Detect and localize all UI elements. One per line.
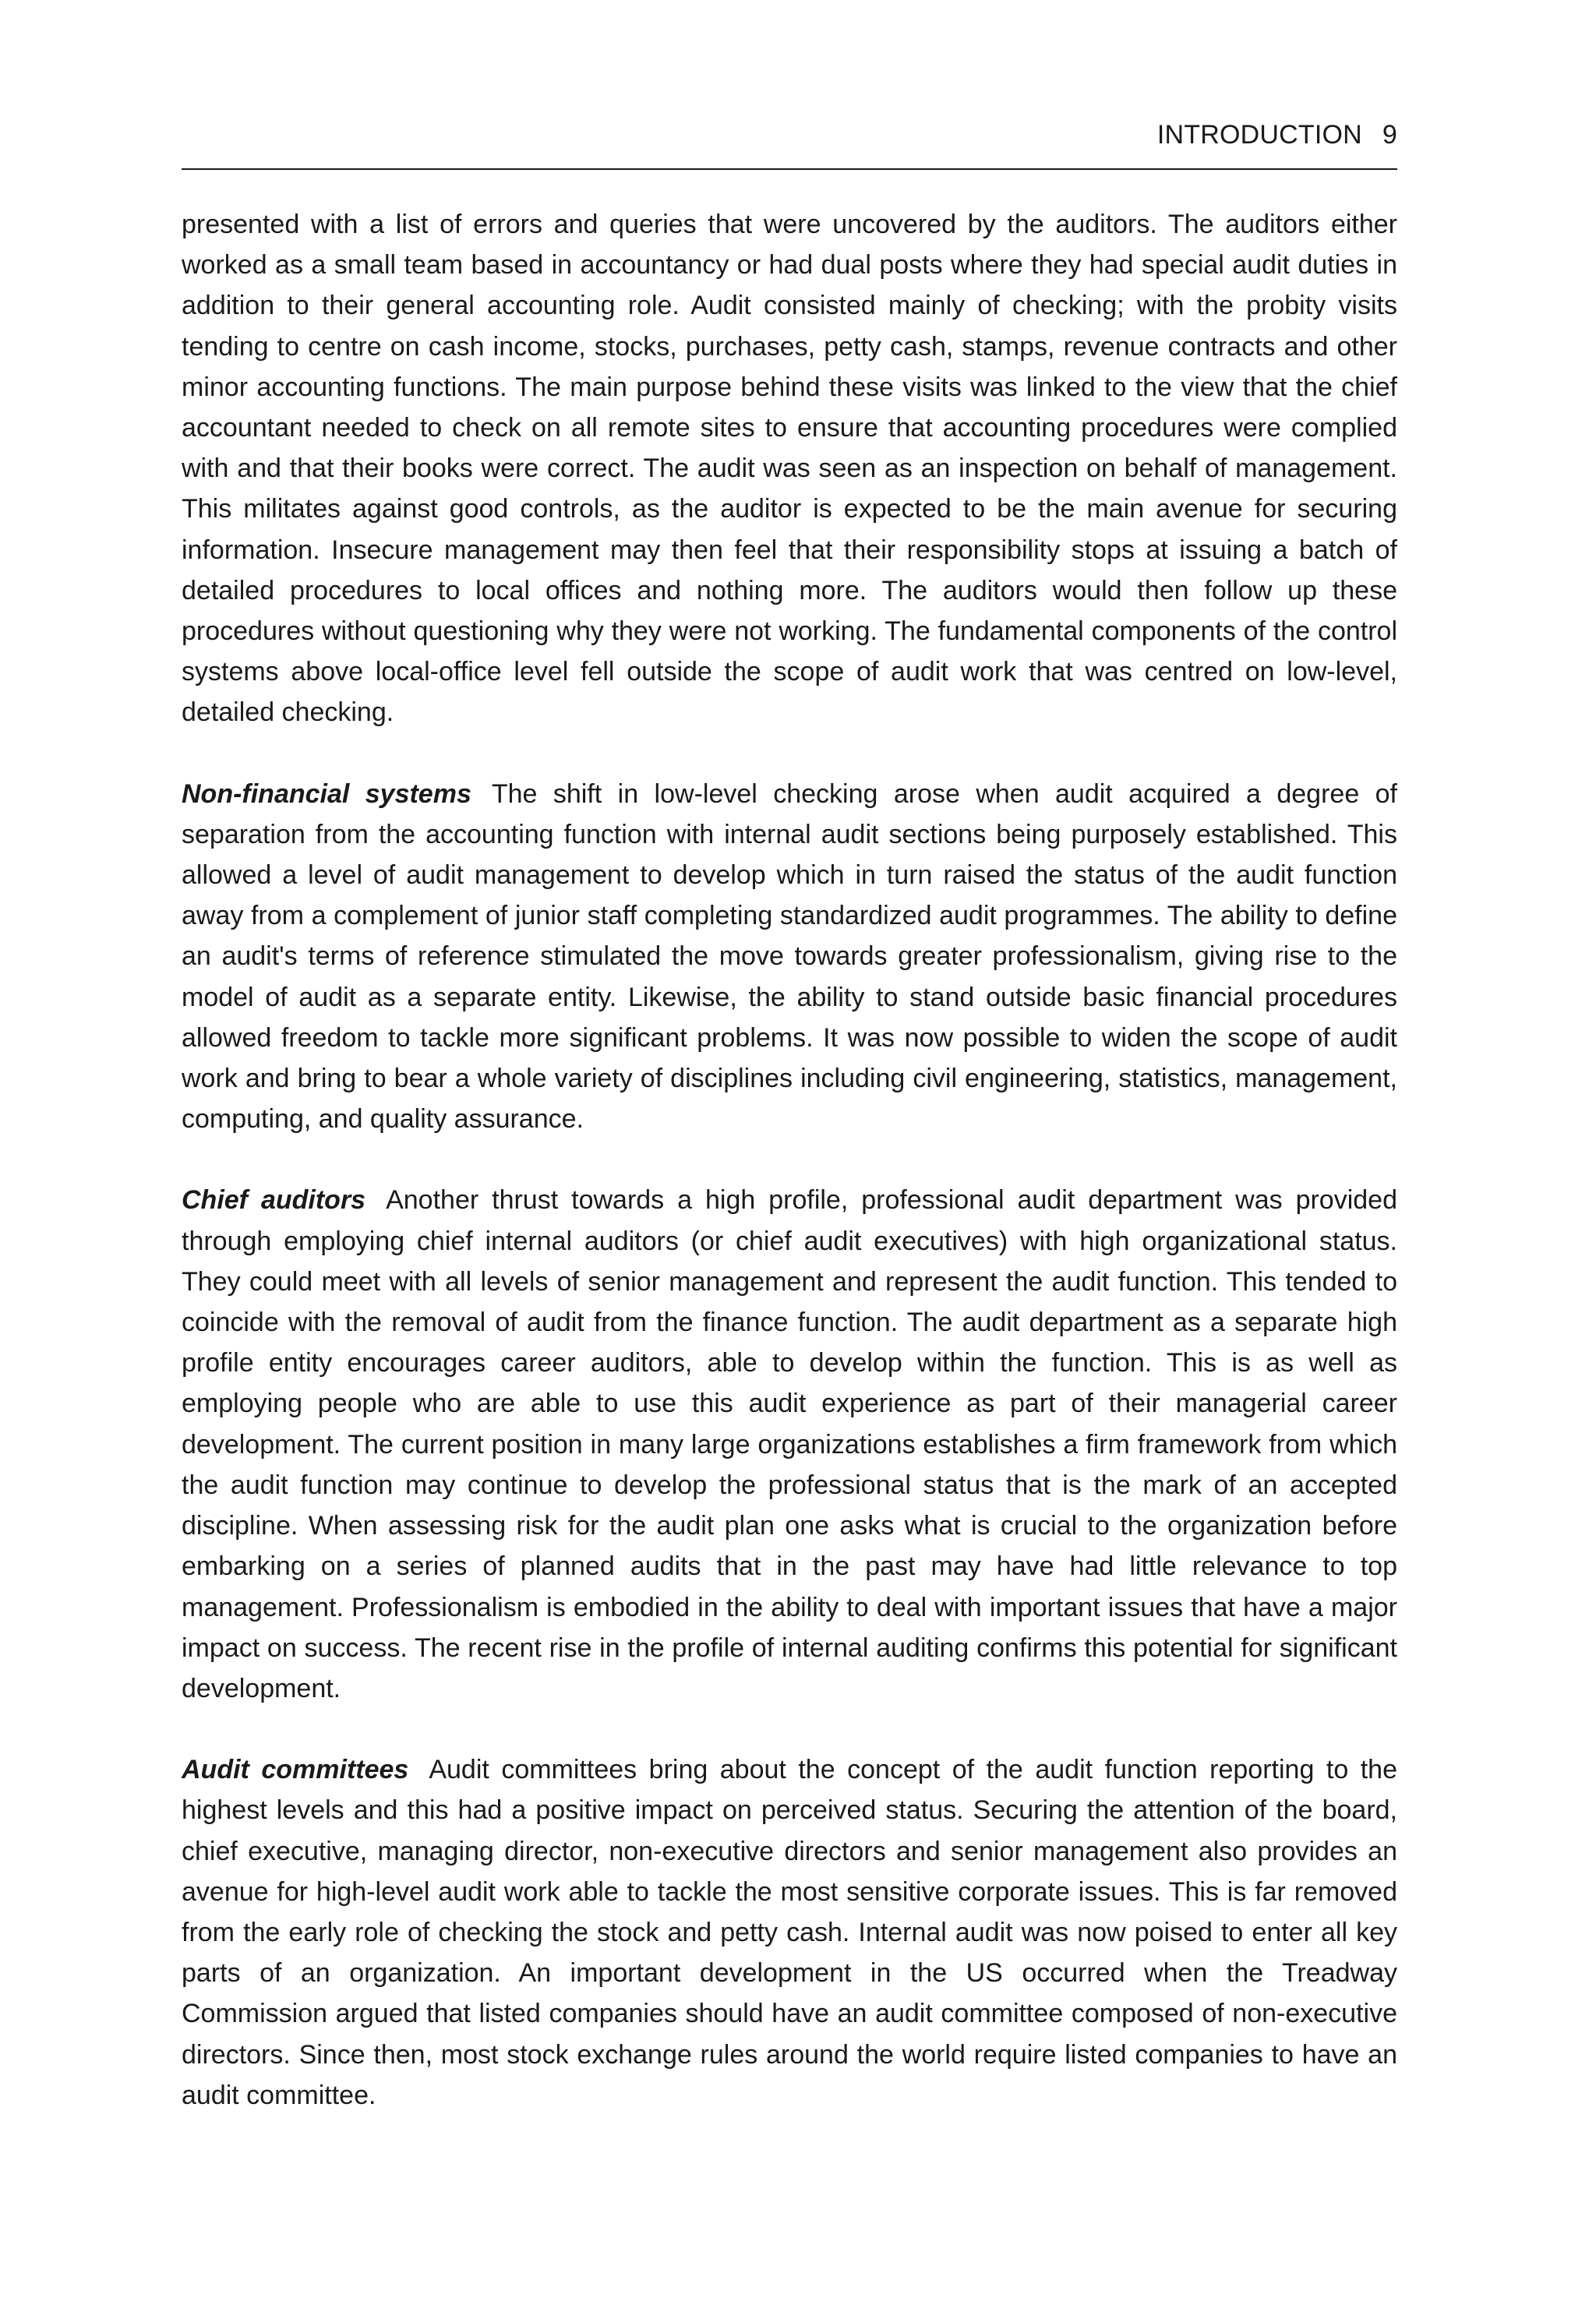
paragraph-chief-auditors xyxy=(182,1180,1397,1709)
page-number: 9 xyxy=(1382,120,1397,150)
paragraph-text: Audit committees bring about the concept of the audit function reporting to the highest levels and this had a positive impact on perceived status. Securing the attention of the board, chief executive, managing director, non-executive directors and senior management also provides an avenue for high-level audit work able to tackle the most sensitive corporate issues. This is far removed from the early role of checking the stock and petty cash. Internal audit was now poised to enter all key parts of an organization. An important development in the US occurred when the Treadway Commission argued that listed companies should have an audit committee composed of non-executive directors. Since then, most stock exchange rules around the world require listed companies to have an audit committee. xyxy=(182,1755,1397,2110)
body-text xyxy=(182,204,1397,2116)
paragraph-text: The shift in low-level checking arose when audit acquired a degree of separation from the accounting function with internal audit sections being purposely established. This allowed a level of audit management to develop which in turn raised the status of the audit function away from a complement of junior staff completing standardized audit programmes. The ability to define an audit's terms of reference stimulated the move towards greater professionalism, giving rise to the model of audit as a separate entity. Likewise, the ability to stand outside basic financial procedures allowed freedom to tackle more significant problems. It was now possible to widen the scope of audit work and bring to bear a whole variety of disciplines including civil engineering, statistics, management, computing, and quality assurance. xyxy=(182,778,1397,1135)
chapter-title: INTRODUCTION xyxy=(1156,120,1362,150)
run-in-heading: Chief auditors xyxy=(182,1185,366,1216)
paragraph-non-financial-systems xyxy=(182,774,1397,1140)
running-head xyxy=(1157,122,1397,148)
paragraph-text: Another thrust towards a high profile, professional audit department was provided through employing chief internal auditors (or chief audit executives) with high organizational status. They could meet with all levels of senior management and represent the audit function. This tended to coincide with the removal of audit from the finance function. The audit department as a separate high profile entity encourages career auditors, able to develop within the function. This is as well as employing people who are able to use this audit experience as part of their managerial career development. The current position in many large organizations establishes a firm framework from which the audit function may continue to develop the professional status that is the mark of an accepted discipline. When assessing risk for the audit plan one asks what is crucial to the organization before embarking on a series of planned audits that in the past may have had little relevance to top management. Professionalism is embodied in the ability to deal with important issues that have a major impact on success. The recent rise in the profile of internal auditing confirms this potential for significant development. xyxy=(182,1185,1397,1703)
run-in-heading: Audit committees xyxy=(182,1755,409,1785)
header-rule xyxy=(182,168,1397,170)
paragraph-continuation xyxy=(182,204,1397,733)
paragraph-text: presented with a list of errors and queries that were uncovered by the auditors. The auditors either worked as a small team based in accountancy or had dual posts where they had special audit duties in addition to their general accounting role. Audit consisted mainly of checking; with the probity visits tending to centre on cash income, stocks, purchases, petty cash, stamps, revenue contracts and other minor accounting functions. The main purpose behind these visits was linked to the view that the chief accountant needed to check on all remote sites to ensure that accounting procedures were complied with and that their books were correct. The audit was seen as an inspection on behalf of management. This militates against good controls, as the auditor is expected to be the main avenue for securing information. Insecure management may then feel that their responsibility stops at issuing a batch of detailed procedures to local offices and nothing more. The auditors would then follow up these procedures without questioning why they were not working. The fundamental components of the control systems above local-office level fell outside the scope of audit work that was centred on low-level, detailed checking. xyxy=(182,210,1397,728)
run-in-heading: Non-financial systems xyxy=(182,778,471,809)
paragraph-audit-committees xyxy=(182,1749,1397,2116)
